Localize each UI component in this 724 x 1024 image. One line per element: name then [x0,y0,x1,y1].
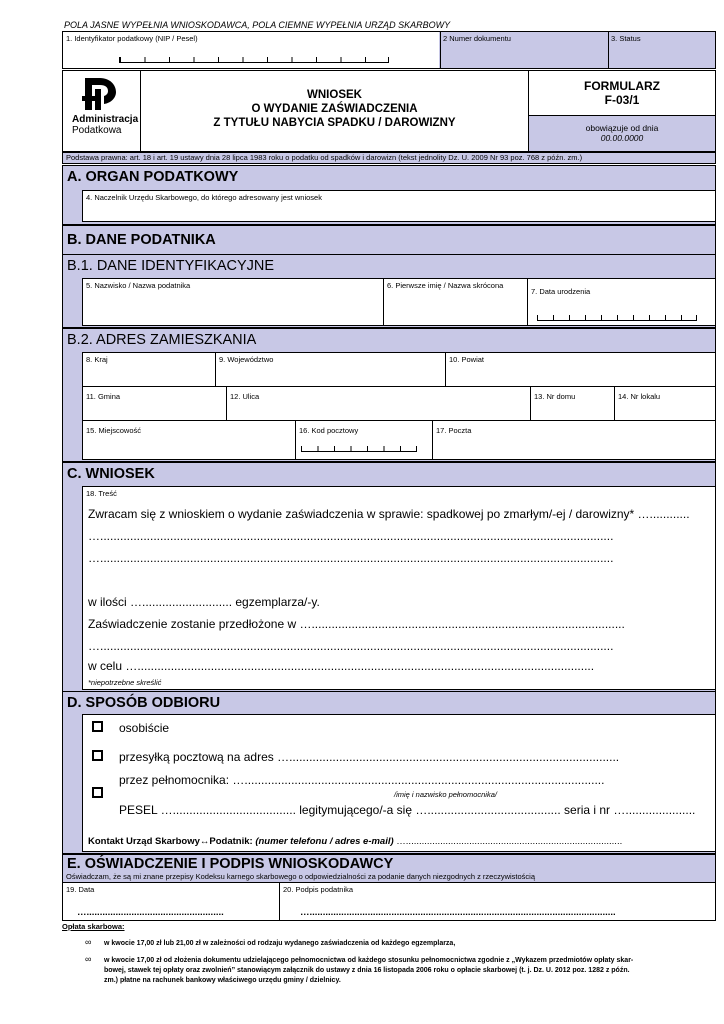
flat-number-field[interactable] [614,386,716,421]
title-line-3: Z TYTUŁU NABYCIA SPADKU / DAROWIZNY [213,117,456,129]
voivodeship-label: 9. Województwo [219,355,274,364]
postal-code-ticks [301,446,417,452]
section-b-title: B. DANE PODATNIKA [67,232,216,248]
birth-date-ticks [537,315,697,321]
office-field[interactable] [82,190,716,222]
contact-hint: (numer telefonu / adres e-mail) [255,836,394,847]
street-field[interactable] [226,386,531,421]
proxy-pesel-line: PESEL …..................................... legitymującego/-a się …........................................ seria i nr …..................... [119,803,696,817]
signature-dots: ….................................................................................................................... [300,907,616,918]
valid-from-date: 00.00.0000 [600,133,644,143]
district-label: 10. Powiat [449,355,485,364]
commune-field[interactable] [82,386,227,421]
checkbox-post[interactable] [92,750,103,761]
birth-date-field[interactable] [527,278,716,326]
surname-field[interactable] [82,278,384,326]
form-code-line-1: FORMULARZ [584,79,660,93]
request-quantity: w ilości …........................... egzemplarza/-y. [88,595,320,609]
nip-ticks [119,57,389,63]
request-purpose: w celu …......................................................................................................................................... [88,659,595,673]
request-dots-2: ….......................................................................................................................................................... [88,551,614,565]
nip-field[interactable] [63,32,439,68]
legal-basis-bar [62,152,716,164]
post-office-label: 17. Poczta [436,426,472,435]
request-submit: Zaświadczenie zostanie przedłożone w ….............................................................................................. [88,617,625,631]
contact-line [88,836,622,847]
postal-code-field[interactable] [295,420,433,460]
fee-item-1: w kwocie 17,00 zł lub 21,00 zł w zależności od rodzaju wydanego zaświadczenia od każdego egzemplarza, [104,940,456,947]
contact-label: Kontakt Urząd Skarbowy↔Podatnik: [88,836,253,847]
contact-dots: ….................................................................................. [396,836,623,847]
fee-item-2-line-2: bowej, stawek tej opłaty oraz zwolnień” stanowiącym załącznik do ustawy z dnia 16 listopada 2006 roku o opłacie skarbowej (t. j. Dz. U. 2012 poz. 1282 z późn. [104,967,630,974]
doc-number-label: 2 Numer dokumentu [443,34,511,43]
valid-from [529,115,715,151]
surname-label: 5. Nazwisko / Nazwa podatnika [86,281,191,290]
request-dots-1: ….......................................................................................................................................................... [88,529,614,543]
checkbox-proxy[interactable] [92,787,103,798]
voivodeship-field[interactable] [215,352,446,387]
post-office-field[interactable] [432,420,716,460]
section-d-title: D. SPOSÓB ODBIORU [67,695,221,711]
fee-item-2-line-1: w kwocie 17,00 zł od złożenia dokumentu udzielającego pełnomocnictwa od każdego stosunku pełnomocnictwa zgodnie z „Wykazem przedmiotów opłaty skar- [104,957,634,964]
option-personal: osobiście [119,721,170,735]
bullet-icon: ∞ [85,937,92,947]
proxy-caption: /imię i nazwisko pełnomocnika/ [394,790,497,799]
logo-icon [80,76,120,112]
bullet-icon: ∞ [85,954,92,964]
office-label: 4. Naczelnik Urzędu Skarbowego, do którego adresowany jest wniosek [86,193,322,202]
status-label: 3. Status [611,34,641,43]
postal-code-label: 16. Kod pocztowy [299,426,359,435]
legal-basis: Podstawa prawna: art. 18 i art. 19 ustawy dnia 28 lipca 1983 roku o podatku od spadków i darowizn (tekst jednolity Dz. U. 2009 Nr 93 poz. 768 z późn. zm.) [66,153,583,162]
valid-from-label: obowiązuje od dnia [585,123,659,133]
house-number-label: 13. Nr domu [534,392,576,401]
fee-item-2-line-3: zm.) płatne na rachunek bankowy właściwego urzędu gminy / dzielnicy. [104,977,341,984]
form-title [141,88,528,130]
house-number-field[interactable] [530,386,615,421]
country-field[interactable] [82,352,216,387]
delivery-options [82,714,716,852]
title-line-2: O WYDANIE ZAŚWIADCZENIA [251,103,418,115]
signature-label: 20. Podpis podatnika [283,885,354,894]
country-label: 8. Kraj [86,355,108,364]
nip-label: 1. Identyfikator podatkowy (NIP / Pesel) [66,34,198,43]
logo [72,76,139,138]
first-name-field[interactable] [383,278,528,326]
checkbox-personal[interactable] [92,721,103,732]
section-a-title: A. ORGAN PODATKOWY [67,169,239,185]
signature-field[interactable] [279,882,716,921]
district-field[interactable] [445,352,716,387]
date-dots: ….................................................... [77,907,224,918]
option-proxy: przez pełnomocnika: …............................................................................................................ [119,773,605,787]
form-code-line-2: F-03/1 [604,93,640,107]
city-label: 15. Miejscowość [86,426,142,435]
form-code [529,71,715,115]
request-dots-3: ….......................................................................................................................................................... [88,639,614,653]
request-label: 18. Treść [86,489,117,498]
date-field[interactable] [62,882,280,921]
section-b [62,225,716,255]
logo-text-2: Podatkowa [72,125,122,136]
title-line-1: WNIOSEK [307,89,362,101]
street-label: 12. Ulica [230,392,260,401]
date-label: 19. Data [66,885,95,894]
birth-date-label: 7. Data urodzenia [531,287,591,296]
option-post: przesyłką pocztową na adres …................................................................................................... [119,750,620,764]
first-name-label: 6. Pierwsze imię / Nazwa skrócona [387,281,504,290]
statement: Oświadczam, że są mi znane przepisy Kodeksu karnego skarbowego o odpowiedzialności za podanie danych niezgodnych z rzeczywistością [66,872,535,881]
commune-label: 11. Gmina [86,392,121,401]
footnote: *niepotrzebne skreślić [88,678,162,687]
section-b1-title: B.1. DANE IDENTYFIKACYJNE [67,258,275,274]
request-field[interactable] [82,486,716,690]
logo-text-1: Administracja [72,114,139,125]
city-field[interactable] [82,420,296,460]
fees-title: Opłata skarbowa: [62,922,125,931]
request-line-1: Zwracam się z wnioskiem o wydanie zaświadczenia w sprawie: spadkowej po zmarłym/-ej / darowizny* …............ [88,507,690,521]
section-e-title: E. OŚWIADCZENIE I PODPIS WNIOSKODAWCY [67,856,394,872]
flat-number-label: 14. Nr lokalu [618,392,661,401]
section-c-title: C. WNIOSEK [67,466,155,482]
top-note: POLA JASNE WYPEŁNIA WNIOSKODAWCA, POLA CIEMNE WYPEŁNIA URZĄD SKARBOWY [64,20,451,30]
section-b2-title: B.2. ADRES ZAMIESZKANIA [67,332,257,348]
